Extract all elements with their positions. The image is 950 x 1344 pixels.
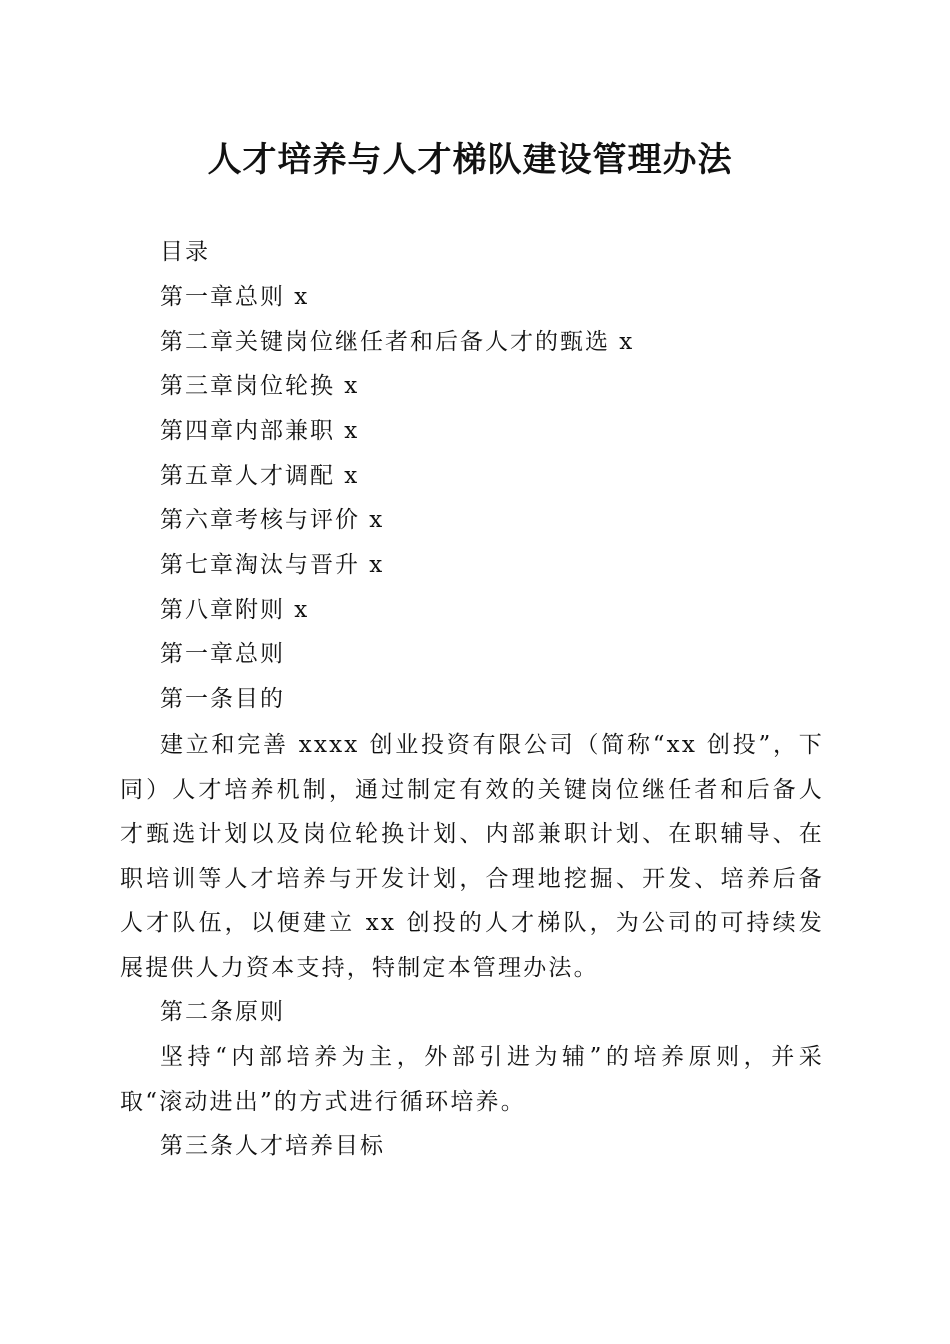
- toc-item-chapter-3[interactable]: 第三章岗位轮换 x: [160, 373, 360, 399]
- toc-item-chapter-5[interactable]: 第五章人才调配 x: [160, 463, 360, 489]
- toc-item-chapter-7[interactable]: 第七章淘汰与晋升 x: [160, 552, 385, 578]
- document-title: 人才培养与人才梯队建设管理办法: [207, 140, 733, 180]
- toc-item-chapter-1[interactable]: 第一章总则 x: [160, 284, 310, 310]
- toc-item-chapter-2[interactable]: 第二章关键岗位继任者和后备人才的甄选 x: [160, 329, 635, 355]
- article-3-heading: 第三条人才培养目标: [160, 1133, 385, 1159]
- toc-item-chapter-4[interactable]: 第四章内部兼职 x: [160, 418, 360, 444]
- toc-item-chapter-6[interactable]: 第六章考核与评价 x: [160, 507, 385, 533]
- toc-item-chapter-8[interactable]: 第八章附则 x: [160, 597, 310, 623]
- article-1-heading: 第一条目的: [160, 686, 285, 712]
- article-2-paragraph: 坚持“内部培养为主，外部引进为辅”的培养原则，并采取“滚动进出”的方式进行循环培养。: [120, 1044, 824, 1115]
- chapter-1-heading: 第一章总则: [160, 641, 285, 667]
- toc-heading: 目录: [160, 239, 210, 265]
- article-1-paragraph: 建立和完善 xxxx 创业投资有限公司（简称“xx 创投”，下同）人才培养机制，通过制定有效的关键岗位继任者和后备人才甄选计划以及岗位轮换计划、内部兼职计划、在职辅导、在职培训等人才培养与开发计划，合理地挖掘、开发、培养后备人才队伍，以便建立 xx 创投的人才梯队，为公司的可持续发展提供人力资本支持，特制定本管理办法。: [120, 732, 824, 981]
- article-2-heading: 第二条原则: [160, 999, 285, 1025]
